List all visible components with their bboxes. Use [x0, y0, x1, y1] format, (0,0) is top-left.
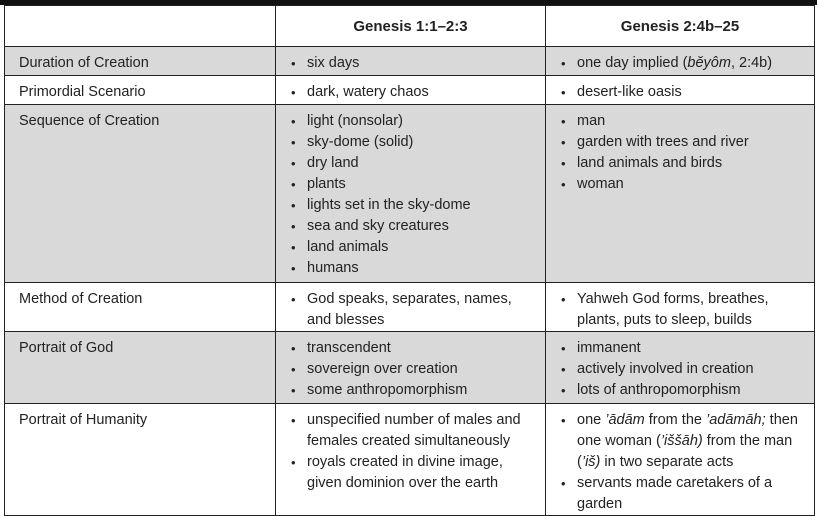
list-item: • dry land — [288, 153, 535, 174]
row-label: Portrait of Humanity — [5, 404, 276, 516]
table-row — [5, 283, 815, 332]
header-row — [5, 6, 815, 47]
list-item: • sovereign over creation — [288, 359, 535, 380]
row-label: Duration of Creation — [5, 47, 276, 76]
list-item: • humans — [288, 258, 535, 279]
list-item: • woman — [558, 174, 804, 195]
list-item: • one day implied (bĕyôm, 2:4b) — [558, 53, 804, 74]
list-item: • garden with trees and river — [558, 132, 804, 153]
list-item: • dark, watery chaos — [288, 82, 535, 103]
list-item: • plants — [288, 174, 535, 195]
list-item: • immanent — [558, 338, 804, 359]
list-item: • God speaks, separates, names, and blesses — [288, 289, 535, 331]
row-label: Portrait of God — [5, 332, 276, 404]
list-item: • sea and sky creatures — [288, 216, 535, 237]
list-item: • transcendent — [288, 338, 535, 359]
list-item: • lots of anthropomorphism — [558, 380, 804, 401]
table-row — [5, 76, 815, 105]
list-item: • desert-like oasis — [558, 82, 804, 103]
header-genesis-2: Genesis 2:4b–25 — [546, 6, 815, 47]
list-item: • land animals and birds — [558, 153, 804, 174]
list-item: • servants made caretakers of a garden — [558, 473, 804, 515]
header-genesis-1: Genesis 1:1–2:3 — [276, 6, 546, 47]
list-item: • land animals — [288, 237, 535, 258]
list-item: • royals created in divine image, given dominion over the earth — [288, 452, 535, 494]
list-item: • sky-dome (solid) — [288, 132, 535, 153]
header-blank — [5, 6, 276, 47]
list-item: • Yahweh God forms, breathes, plants, puts to sleep, builds — [558, 289, 804, 331]
table-row — [5, 47, 815, 76]
creation-comparison-table — [4, 5, 815, 516]
table-row — [5, 332, 815, 404]
row-label: Primordial Scenario — [5, 76, 276, 105]
table-row — [5, 404, 815, 516]
list-item: • one ’ādām from the ’adāmāh; then one woman (’iššāh) from the man (’iš) in two separate acts — [558, 410, 804, 473]
row-label: Sequence of Creation — [5, 105, 276, 283]
list-item: • light (nonsolar) — [288, 111, 535, 132]
table-row — [5, 105, 815, 283]
list-item: • man — [558, 111, 804, 132]
list-item: • some anthropomorphism — [288, 380, 535, 401]
list-item: • unspecified number of males and females created simultaneously — [288, 410, 535, 452]
list-item: • lights set in the sky-dome — [288, 195, 535, 216]
row-label: Method of Creation — [5, 283, 276, 332]
list-item: • actively involved in creation — [558, 359, 804, 380]
list-item: • six days — [288, 53, 535, 74]
